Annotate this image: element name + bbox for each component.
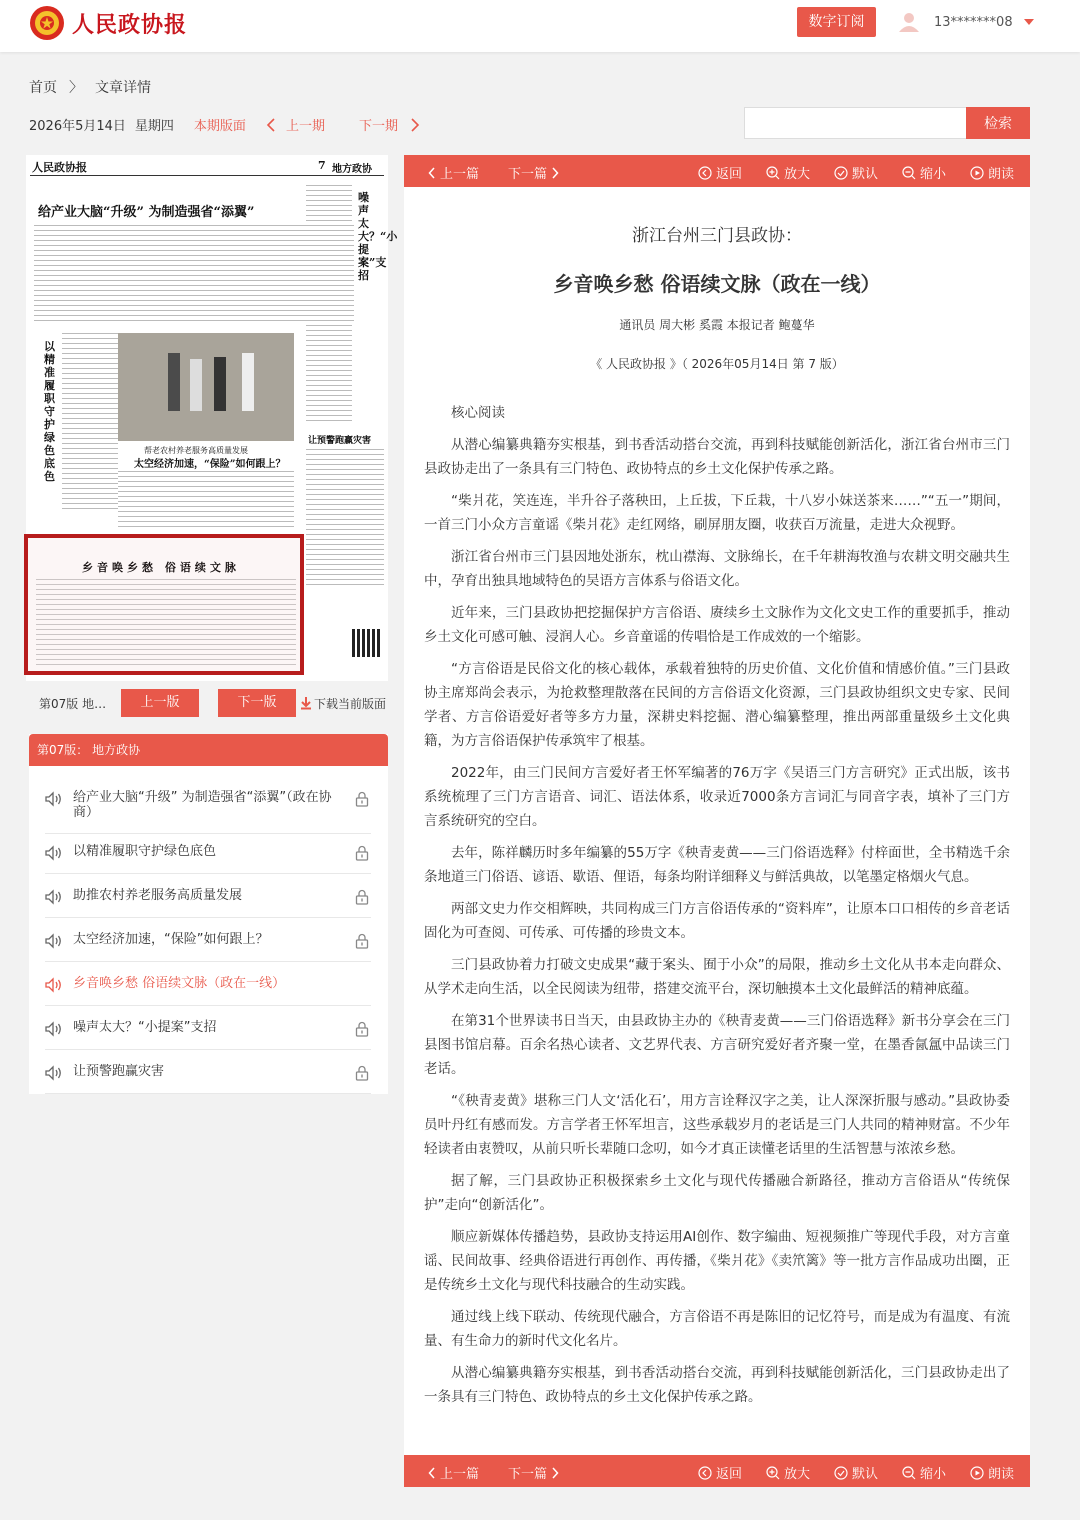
chevron-right-icon [551, 1467, 559, 1479]
article-paragraph: 三门县政协着力打破文史成果“藏于案头、囿于小众”的局限，推动乡土文化从书本走向群众、从学术走向生活，以全民阅读为纽带，搭建交流平台，深切触摸本土文化最鲜活的精神底蕴。 [424, 957, 1010, 997]
next-article-label: 下一篇 [508, 167, 548, 182]
download-label: 下载当前版面 [314, 696, 387, 711]
play-circle-icon [970, 166, 984, 180]
article-author: 通讯员 周大彬 奚霞 本报记者 鲍蔓华 [619, 318, 815, 332]
back-arrow-icon [698, 1466, 712, 1480]
article-list-item[interactable] [45, 844, 371, 874]
article-toolbar-top [404, 155, 1030, 187]
zoom-in-button-label: 放大 [784, 1467, 811, 1482]
paper-text-block [306, 185, 352, 425]
digital-subscribe-button[interactable]: 数字订阅 [797, 7, 876, 37]
speaker-icon [45, 978, 65, 992]
speaker-icon [45, 1066, 65, 1080]
article-paragraph: 从潜心编纂典籍夯实根基，到书香活动搭台交流，再到科技赋能创新活化，浙江省台州市三门县政协走出了一条具有三门特色、政协特点的乡土文化保护传承之路。 [424, 437, 1010, 477]
default-size-button-label: 默认 [852, 1467, 879, 1482]
search-input[interactable] [744, 107, 966, 139]
speaker-icon [45, 934, 65, 948]
lock-icon [355, 791, 371, 807]
back-button[interactable] [694, 163, 742, 182]
article-paragraph: 据了解，三门县政协正积极探索乡土文化与现代传播融合新路径，推动方言俗语从“传统保护”走向“创新活化”。 [424, 1173, 1010, 1213]
article-list-item[interactable] [45, 790, 371, 834]
article-paragraph: 两部文史力作交相辉映，共同构成三门方言俗语传承的“资料库”，让原本口口相传的乡音老话固化为可查阅、可传承、可传播的珍贵文本。 [424, 901, 1010, 941]
article-list-item-title: 给产业大脑“升级” 为制造强省“添翼”（政在协商） [73, 790, 332, 820]
speaker-icon [45, 890, 65, 904]
zoom-in-icon [766, 1466, 780, 1480]
article-paragraph: 在第31个世界读书日当天，由县政协主办的《秧青麦黄——三门俗语选释》新书分享会在三门县图书馆启幕。百余名热心读者、文艺界代表、方言研究爱好者齐聚一堂，在墨香氤氲中品读三门老话。 [424, 1013, 1010, 1077]
next-article-button[interactable] [508, 1463, 559, 1482]
paper-headline-1: 给产业大脑“升级” 为制造强省“添翼” [38, 205, 255, 220]
article-list-item[interactable] [45, 932, 371, 962]
breadcrumb-current: 文章详情 [95, 80, 151, 96]
breadcrumb-home[interactable]: 首页 [29, 80, 57, 96]
lock-icon [355, 933, 371, 949]
next-article-label: 下一篇 [508, 1467, 548, 1482]
paper-photo-caption: 帮老农村养老服务高质量发展 [144, 446, 248, 455]
paper-headline-noise: 噪声太大？“小提案”支招 [358, 191, 398, 282]
paper-rule [30, 175, 384, 176]
lock-icon [355, 1065, 371, 1081]
search-box [744, 107, 1030, 139]
chevron-left-icon [428, 167, 436, 179]
article-paragraph: “方言俗语是民俗文化的核心载体，承载着独特的历史价值、文化价值和情感价值。”三门县政协主席郑尚会表示，为抢救整理散落在民间的方言俗语文化资源，三门县政协组织文史专家、民间学者、方言俗语爱好者等多方力量，深耕史料挖掘、潜心编纂整理，推出两部重量级乡土文化典籍，为方言俗语保护传承筑牢了根基。 [424, 661, 1010, 749]
page-nav [29, 689, 389, 717]
lock-icon [355, 1021, 371, 1037]
play-circle-icon [970, 1466, 984, 1480]
zoom-in-button-label: 放大 [784, 167, 811, 182]
paper-headline-green: 以精准履职守护绿色底色 [44, 340, 55, 483]
download-icon [300, 696, 312, 710]
default-size-button[interactable] [830, 163, 878, 182]
paper-photo [118, 333, 294, 441]
article-subtitle: 浙江台州三门县政协： [632, 226, 802, 246]
prev-page-button[interactable]: 上一版 [121, 689, 199, 717]
article-paragraph: 去年，陈祥麟历时多年编纂的55万字《秧青麦黄——三门俗语选释》付梓面世，全书精选千余条地道三门俗语、谚语、歇语、俚语，每条均附详细释义与鲜活典故，以笔墨定格烟火气息。 [424, 845, 1010, 885]
back-button-label: 返回 [716, 1467, 743, 1482]
article-list-item-title: 助推农村养老服务高质量发展 [73, 888, 243, 903]
article-paragraph: 浙江省台州市三门县因地处浙东，枕山襟海、文脉绵长，在千年耕海牧渔与农耕文明交融共生中，孕育出独具地域特色的吴语方言体系与俗语文化。 [424, 549, 1010, 589]
article-list [29, 734, 388, 1094]
zoom-in-button[interactable] [762, 163, 810, 182]
check-circle-icon [834, 1466, 848, 1480]
breadcrumb [29, 77, 151, 97]
chevron-right-icon [551, 167, 559, 179]
download-page-button[interactable] [300, 695, 386, 712]
paper-headline-warning: 让预警跑赢灾害 [308, 436, 372, 446]
article-paragraph: 2022年，由三门民间方言爱好者王怀军编著的76万字《吴语三门方言研究》正式出版，该书系统梳理了三门方言语音、词汇、语法体系，收录近7000条方言词汇与同音字表，填补了三门方言系统研究的空白。 [424, 765, 1010, 829]
article-title: 乡音唤乡愁 俗语续文脉（政在一线） [553, 272, 881, 296]
article-toolbar-bottom [404, 1455, 1030, 1487]
qr-code-icon [352, 629, 380, 657]
zoom-out-icon [902, 166, 916, 180]
paper-headline-space: 太空经济加速，“保险”如何跟上？ [134, 459, 286, 470]
zoom-out-button-label: 缩小 [920, 1467, 947, 1482]
article-list-item-title: 太空经济加速，“保险”如何跟上？ [73, 932, 269, 947]
site-logo[interactable] [28, 4, 187, 42]
article-paragraph: 通过线上线下联动、传统现代融合，方言俗语不再是陈旧的记忆符号，而是成为有温度、有流量、有生命力的新时代文化名片。 [424, 1309, 1010, 1349]
prev-article-button[interactable] [428, 1463, 479, 1482]
read-aloud-button-label: 朗读 [988, 167, 1015, 182]
article-list-item-title: 以精准履职守护绿色底色 [73, 844, 217, 859]
article-list-item-title: 噪声太大？“小提案”支招 [73, 1020, 217, 1035]
article-paragraph: 近年来，三门县政协把挖掘保护方言俗语、赓续乡土文脉作为文化文史工作的重要抓手，推动乡土文化可感可触、浸润人心。乡音童谣的传唱恰是工作成效的一个缩影。 [424, 605, 1010, 645]
article-list-item[interactable] [45, 1020, 371, 1050]
prev-issue-label: 上一期 [285, 119, 325, 134]
default-size-button-label: 默认 [852, 167, 879, 182]
top-bar [0, 0, 1080, 52]
next-issue-label: 下一期 [358, 119, 398, 134]
zoom-in-button[interactable] [762, 1463, 810, 1482]
zoom-in-icon [766, 166, 780, 180]
speaker-icon [45, 792, 65, 806]
site-logo-text: 人民政协报 [72, 11, 188, 38]
user-menu[interactable] [898, 11, 1035, 33]
chevron-right-icon [410, 118, 420, 132]
lock-icon [355, 845, 371, 861]
article-list-item-title: 乡音唤乡愁 俗语续文脉（政在一线） [73, 976, 286, 991]
zoom-out-button-label: 缩小 [920, 167, 947, 182]
zoom-out-icon [902, 1466, 916, 1480]
back-arrow-icon [698, 166, 712, 180]
article-paragraph: “《秧青麦黄》堪称三门人文‘活化石’，用方言诠释汉字之美，让人深深折服与感动。”县政协委员叶丹红有感而发。方言学者王怀军坦言，这些承载岁月的老话是三门人共同的精神财富。不少年轻读者由衷赞叹，从前只听长辈随口念叨，如今才真正读懂老话里的生活智慧与浓浓乡愁。 [424, 1093, 1010, 1157]
speaker-icon [45, 1022, 65, 1036]
current-page-label: 第07版 地… [39, 696, 107, 711]
article-body [424, 401, 1010, 1417]
paper-text-block [118, 471, 294, 531]
user-phone: 13*******08 [934, 14, 1013, 30]
paper-text-block [306, 449, 384, 589]
prev-article-button[interactable] [428, 163, 479, 182]
prev-issue-link[interactable] [266, 115, 325, 134]
default-size-button[interactable] [830, 1463, 878, 1482]
read-aloud-button-label: 朗读 [988, 1467, 1015, 1482]
avatar [898, 11, 920, 33]
article-panel [404, 155, 1030, 1487]
issue-weekday: 星期四 [134, 119, 174, 134]
current-layout-link[interactable]: 本期版面 [193, 119, 246, 134]
paper-page-no: 7 [318, 159, 326, 172]
article-list-header: 第07版： 地方政协 [29, 734, 388, 766]
article-list-item[interactable] [45, 1064, 371, 1094]
article-paragraph: 顺应新媒体传播趋势，县政协支持运用AI创作、数字编曲、短视频推广等现代手段，对方言童谣、民间故事、经典俗语进行再创作、再传播，《柴爿花》《卖笊篱》等一批方言作品成功出圈，正是传统乡土文化与现代科技融合的生动实践。 [424, 1229, 1010, 1293]
article-list-item-title: 让预警跑赢灾害 [73, 1064, 165, 1079]
paper-section: 地方政协 [332, 164, 372, 175]
current-article-highlight[interactable] [24, 534, 304, 675]
article-list-item[interactable] [45, 976, 371, 1006]
lock-icon [355, 889, 371, 905]
article-paragraph: 从潜心编纂典籍夯实根基，到书香活动搭台交流，再到科技赋能创新活化，三门县政协走出了一条具有三门特色、政协特点的乡土文化保护传承之路。 [424, 1365, 1010, 1405]
article-source: 《 人民政协报 》（ 2026年05月14日 第 7 版） [590, 357, 844, 371]
check-circle-icon [834, 166, 848, 180]
article-summary-heading: 核心阅读 [451, 405, 505, 421]
read-aloud-button[interactable] [966, 163, 1014, 182]
prev-article-label: 上一篇 [440, 167, 480, 182]
zoom-out-button[interactable] [898, 1463, 946, 1482]
read-aloud-button[interactable] [966, 1463, 1014, 1482]
next-article-button[interactable] [508, 163, 559, 182]
breadcrumb-separator: 〉 [69, 80, 83, 96]
article-list-item[interactable] [45, 888, 371, 918]
prev-article-label: 上一篇 [440, 1467, 480, 1482]
chevron-left-icon [428, 1467, 436, 1479]
search-button[interactable]: 检索 [966, 107, 1030, 139]
article-paragraph: “柴爿花，笑连连，半升谷子落秧田，上丘拔，下丘栽，十八岁小妹送茶来……”“五一”期间，一首三门小众方言童谣《柴爿花》走红网络，刷屏朋友圈，收获百万流量，走进大众视野。 [424, 493, 1010, 533]
chevron-left-icon [266, 118, 276, 132]
next-issue-link[interactable] [359, 115, 420, 134]
speaker-icon [45, 846, 65, 860]
zoom-out-button[interactable] [898, 163, 946, 182]
chevron-down-icon[interactable] [1023, 18, 1035, 26]
issue-date-bar [29, 115, 420, 134]
paper-masthead: 人民政协报 [32, 161, 87, 174]
next-page-button[interactable]: 下一版 [218, 689, 296, 717]
issue-date: 2026年5月14日 [29, 119, 126, 134]
back-button[interactable] [694, 1463, 742, 1482]
paper-highlight-headline: 乡音唤乡愁 俗语续文脉 [82, 561, 240, 574]
cppcc-emblem-icon [28, 4, 66, 42]
paper-text-block [62, 333, 118, 513]
back-button-label: 返回 [716, 167, 743, 182]
